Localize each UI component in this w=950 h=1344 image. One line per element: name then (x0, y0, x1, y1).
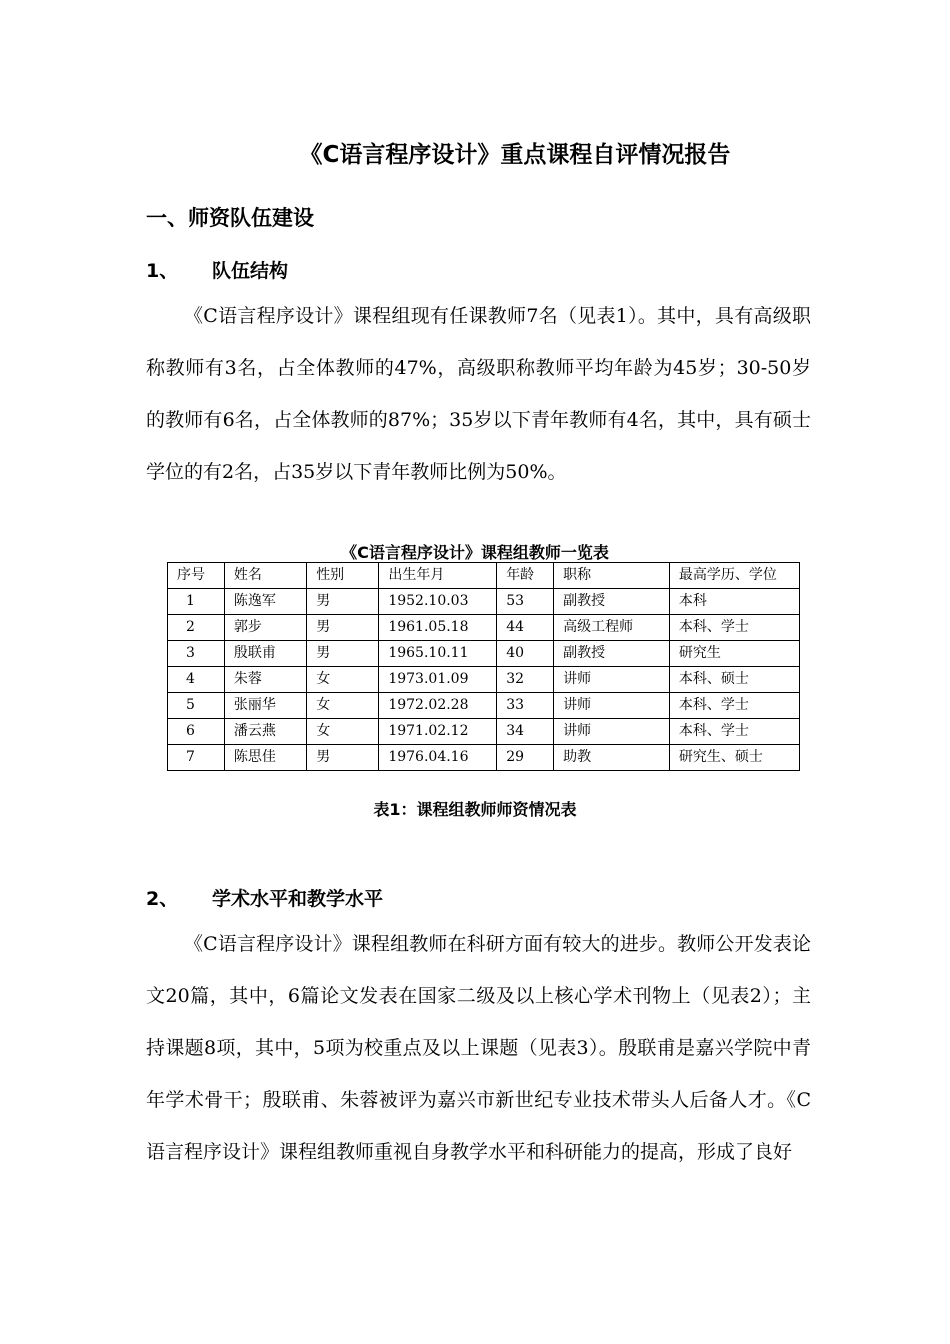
subsection-number: 1、 (146, 260, 179, 282)
paragraph-academic: 《C语言程序设计》课程组教师在科研方面有较大的进步。教师公开发表论文20篇，其中，6篇论文发表在国家二级及以上核心学术刊物上（见表2）；主持课题8项，其中，5项为校重点及以上课题（见表3）。殷联甫是嘉兴学院中青年学术骨干；殷联甫、朱蓉被评为嘉兴市新世纪专业技术带头人后备人才。《C语言程序设计》课程组教师重视自身教学水平和科研能力的提高，形成了良好 (146, 933, 811, 1163)
table-row (168, 667, 800, 693)
table-cell: 张丽华 (224, 693, 306, 719)
table-cell: 6 (168, 719, 225, 745)
table-cell: 1971.02.12 (379, 719, 497, 745)
subsection-label: 队伍结构 (212, 260, 289, 282)
table-cell: 研究生、硕士 (669, 745, 799, 771)
col-header: 姓名 (224, 563, 306, 589)
table-cell: 男 (307, 615, 379, 641)
col-header: 性别 (307, 563, 379, 589)
table-cell: 副教授 (554, 589, 670, 615)
table-cell: 1952.10.03 (379, 589, 497, 615)
table-row (168, 641, 800, 667)
col-header: 年龄 (497, 563, 554, 589)
table-cell: 5 (168, 693, 225, 719)
col-header: 序号 (168, 563, 225, 589)
table-row (168, 745, 800, 771)
table-cell: 高级工程师 (554, 615, 670, 641)
table-cell: 本科、学士 (669, 615, 799, 641)
table-row (168, 719, 800, 745)
subsection-number: 2、 (146, 888, 179, 910)
table-cell: 男 (307, 745, 379, 771)
table-cell: 女 (307, 693, 379, 719)
table-cell: 陈思佳 (224, 745, 306, 771)
table-cell: 陈逸军 (224, 589, 306, 615)
table-cell: 32 (497, 667, 554, 693)
subsection-heading-academic (146, 884, 383, 911)
table-cell: 郭步 (224, 615, 306, 641)
table-cell: 1976.04.16 (379, 745, 497, 771)
paragraph-structure: 《C语言程序设计》课程组现有任课教师7名（见表1）。其中，具有高级职称教师有3名，占全体教师的47%，高级职称教师平均年龄为45岁；30-50岁的教师有6名，占全体教师的87%；35岁以下青年教师有4名，其中，具有硕士学位的有2名，占35岁以下青年教师比例为50%。 (146, 305, 811, 483)
table-cell: 1973.01.09 (379, 667, 497, 693)
table-cell: 男 (307, 589, 379, 615)
table-cell: 殷联甫 (224, 641, 306, 667)
table-title: 《C语言程序设计》课程组教师一览表 (341, 543, 609, 562)
col-header: 出生年月 (379, 563, 497, 589)
table-cell: 1 (168, 589, 225, 615)
section-heading-faculty: 一、师资队伍建设 (146, 206, 314, 230)
table-cell: 男 (307, 641, 379, 667)
table-cell: 1965.10.11 (379, 641, 497, 667)
report-title: 《C语言程序设计》重点课程自评情况报告 (299, 142, 731, 168)
table-cell: 研究生 (669, 641, 799, 667)
table-cell: 本科、学士 (669, 719, 799, 745)
table-cell: 53 (497, 589, 554, 615)
table-cell: 29 (497, 745, 554, 771)
table-cell: 本科、学士 (669, 693, 799, 719)
col-header: 最高学历、学位 (669, 563, 799, 589)
table-cell: 34 (497, 719, 554, 745)
table-row (168, 615, 800, 641)
table-cell: 40 (497, 641, 554, 667)
table-cell: 3 (168, 641, 225, 667)
table-caption: 表1：课程组教师师资情况表 (373, 800, 577, 819)
table-cell: 4 (168, 667, 225, 693)
table-cell: 33 (497, 693, 554, 719)
table-cell: 1961.05.18 (379, 615, 497, 641)
table-cell: 朱蓉 (224, 667, 306, 693)
table-cell: 讲师 (554, 719, 670, 745)
table-cell: 女 (307, 667, 379, 693)
table-row (168, 693, 800, 719)
table-cell: 本科 (669, 589, 799, 615)
table-row (168, 589, 800, 615)
table-cell: 44 (497, 615, 554, 641)
table-cell: 女 (307, 719, 379, 745)
teacher-table (167, 562, 800, 771)
table-cell: 潘云燕 (224, 719, 306, 745)
col-header: 职称 (554, 563, 670, 589)
table-cell: 7 (168, 745, 225, 771)
table-cell: 本科、硕士 (669, 667, 799, 693)
table-cell: 副教授 (554, 641, 670, 667)
table-header-row (168, 563, 800, 589)
subsection-label: 学术水平和教学水平 (212, 888, 384, 910)
subsection-heading-structure (146, 256, 288, 283)
table-cell: 助教 (554, 745, 670, 771)
table-cell: 讲师 (554, 693, 670, 719)
table-cell: 2 (168, 615, 225, 641)
table-cell: 讲师 (554, 667, 670, 693)
table-cell: 1972.02.28 (379, 693, 497, 719)
